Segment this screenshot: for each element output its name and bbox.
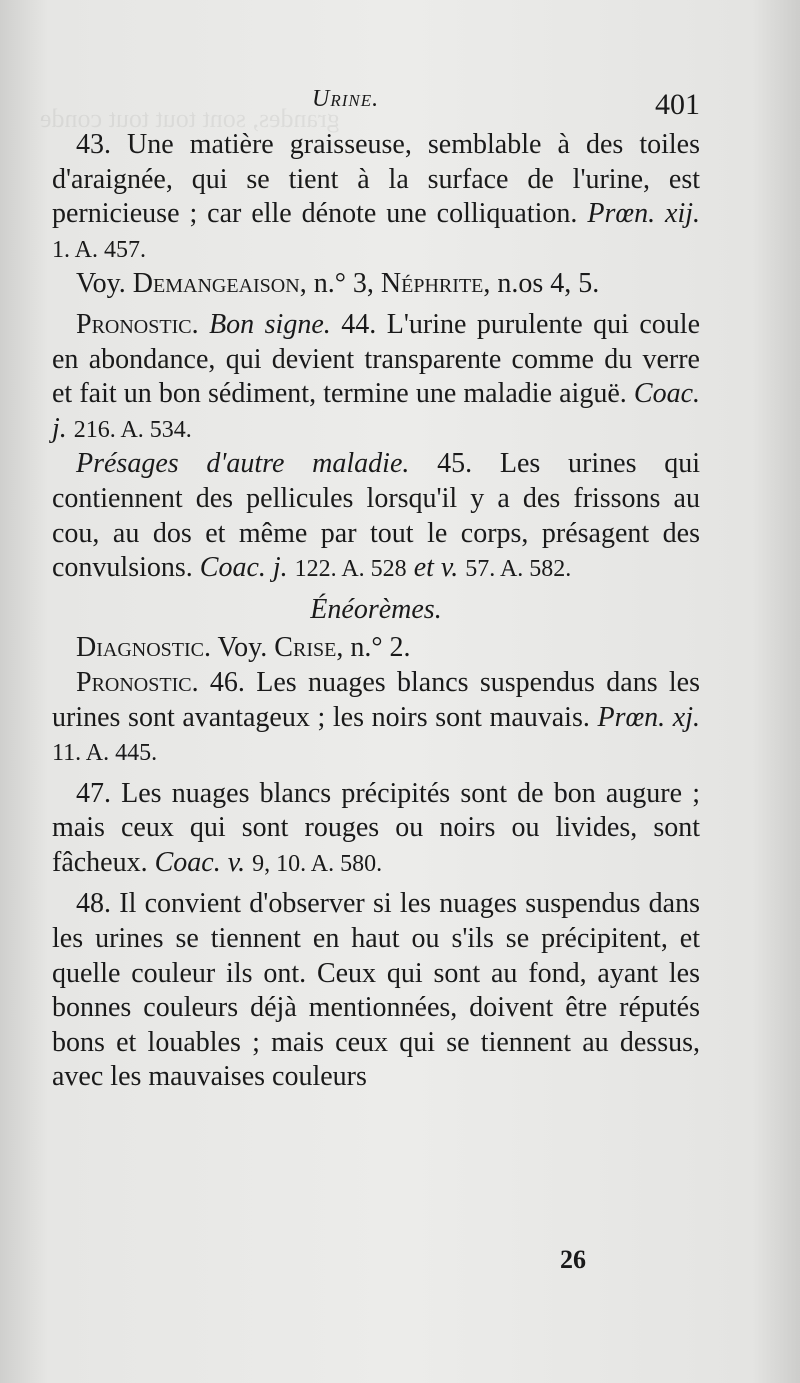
- diagnostic-num: , n.° 2.: [336, 632, 411, 664]
- entry-45-ref-num-2: 57. A. 582.: [465, 556, 572, 583]
- entry-43: [52, 128, 700, 267]
- entry-45-sublabel: Présages d'autre maladie.: [76, 448, 410, 480]
- entry-47: [52, 777, 700, 882]
- see-also-term-nephrite: Néphrite: [380, 268, 484, 300]
- entry-45-ref-num: 122. A. 528: [294, 556, 407, 583]
- running-head: Urine.: [312, 86, 380, 112]
- page-header: [0, 86, 800, 126]
- diagnostic: [52, 631, 700, 666]
- entry-46-ref-num: 11. A. 445.: [52, 740, 158, 767]
- page-number: 401: [655, 88, 700, 121]
- entry-45-ref-and: et: [413, 552, 434, 584]
- entry-43-ref-work: Prœn. xij.: [587, 198, 701, 230]
- diagnostic-term-crise: Crise: [274, 632, 337, 664]
- entry-48: [52, 887, 700, 1095]
- entry-46-ref-work: Prœn. xj.: [597, 701, 701, 733]
- see-also-num-2: , n.os 4, 5.: [483, 268, 600, 300]
- entry-44-text: 44. L'urine purulente qui coule en abondance, qui devient transparente comme du verre et fait un bon sédiment, termine une maladie aiguë.: [52, 308, 700, 410]
- diagnostic-label: Diagnostic.: [76, 632, 211, 664]
- entry-44-label: Pronostic.: [76, 308, 199, 340]
- show-through-text: grandes, sont tout tout conde: [40, 104, 340, 133]
- entry-45-text: 45. Les urines qui contiennent des pellicules lorsqu'il y a des frissons au cou, au dos et même par tout le corps, présagent des convulsions.: [52, 448, 700, 584]
- entry-44-ref-work: Coac. j.: [52, 378, 701, 444]
- entry-48-text: 48. Il convient d'observer si les nuages suspendus dans les urines se tiennent en haut ou s'ils se précipitent, et quelle couleur ils ont. Ceux qui sont au fond, ayant les bonnes couleurs déjà mentionnées, doivent être réputés bons et louables ; mais ceux qui se tiennent au dessus, avec les mauvaises couleurs: [52, 888, 700, 1093]
- see-also: [52, 267, 700, 302]
- entry-44-sublabel: Bon signe.: [209, 308, 331, 340]
- entry-45: [52, 447, 700, 586]
- entry-44-ref-num: 216. A. 534.: [73, 416, 192, 443]
- body-text: [52, 128, 700, 1095]
- entry-47-ref-num: 9, 10. A. 580.: [252, 850, 383, 877]
- see-also-num-1: , n.° 3,: [299, 268, 374, 300]
- entry-46: [52, 666, 700, 771]
- entry-46-text: 46. Les nuages blancs suspendus dans les urines sont avantageux ; les noirs sont mauvais.: [52, 666, 700, 733]
- entry-45-ref-work-2: v.: [440, 552, 459, 584]
- entry-44: [52, 308, 700, 447]
- see-also-voy: Voy.: [76, 268, 126, 300]
- section-heading: Énéorèmes.: [310, 593, 442, 625]
- entry-45-ref-work: Coac. j.: [199, 552, 288, 584]
- entry-47-text: 47. Les nuages blancs précipités sont de bon augure ; mais ceux qui sont rouges ou noirs ou livides, sont fâcheux.: [52, 777, 700, 878]
- signature-mark: 26: [560, 1245, 586, 1274]
- entry-46-label: Pronostic.: [76, 666, 199, 698]
- entry-43-ref-num: 1. A. 457.: [52, 236, 147, 263]
- see-also-term-demangeaison: Demangeaison: [132, 268, 300, 300]
- entry-47-ref-work: Coac. v.: [154, 846, 246, 878]
- diagnostic-voy: Voy.: [217, 632, 268, 664]
- entry-43-text: 43. Une matière graisseuse, semblable à des toiles d'araignée, qui se tient à la surface de l'urine, est pernicieuse ; car elle dénote une colliquation.: [52, 129, 700, 230]
